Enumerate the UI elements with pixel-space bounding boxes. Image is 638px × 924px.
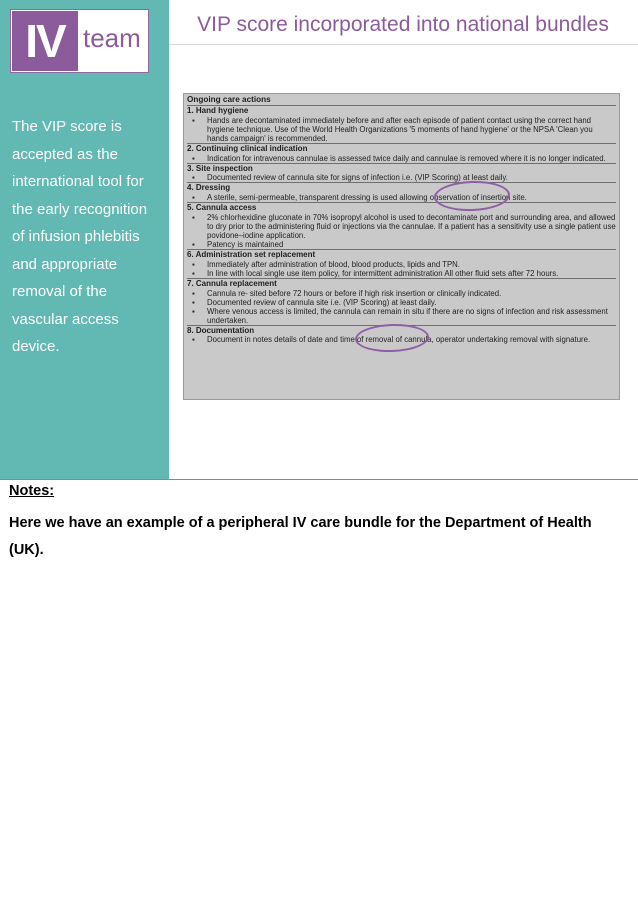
care-bundle-document [183,93,620,400]
care-section-title: 8. Documentation [187,325,255,335]
logo-team-text: team [83,23,141,53]
bullet-icon: ▪ [192,268,195,278]
care-section-title: 2. Continuing clinical indication [187,143,308,153]
care-action-item [187,116,616,143]
care-section [187,105,616,143]
care-action-text: Cannula re- sited before 72 hours or before if high risk insertion or clinically indicated. [207,288,502,298]
care-action-text: Hands are decontaminated immediately before and after each episode of patient contact using the correct hand hygiene technique. Use of the World Health Organizations '5 moments of hand hygiene' or the NPSA 'Clean you hands campaign' is recommended. [207,115,593,143]
care-section-title: 4. Dressing [187,183,231,193]
care-action-text: Where venous access is limited, the cannula can remain in situ if there are no signs of infection and risk assessment undertaken. [207,306,608,325]
slide-title: VIP score incorporated into national bundles [197,13,609,36]
care-action-item [187,173,616,182]
care-action-text: Patency is maintained [207,239,284,249]
care-section [187,249,616,278]
care-action-text: Document in notes details of date and time of removal of cannula, operator undertaking removal with signature. [207,335,591,345]
care-action-item [187,289,616,298]
bullet-icon: ▪ [192,297,195,307]
bullet-icon: ▪ [192,173,195,183]
care-section [187,182,616,202]
care-section-title: 1. Hand hygiene [187,106,249,115]
document-sections [187,105,616,344]
care-action-item [187,240,616,249]
care-action-text: Documented review of cannula site i.e. (VIP Scoring) at least daily. [207,297,437,307]
care-action-text: Immediately after administration of blood, blood products, lipids and TPN. [207,259,460,269]
care-action-text: Indication for intravenous cannulae is assessed twice daily and cannulae is removed where it is no longer indicated. [207,153,606,163]
bullet-icon: ▪ [192,115,195,125]
care-section [187,143,616,163]
title-divider [169,44,638,45]
care-section [187,163,616,183]
care-action-text: Documented review of cannula site for signs of infection i.e. (VIP Scoring) at least daily. [207,173,508,183]
bullet-icon: ▪ [192,259,195,269]
care-action-item [187,193,616,202]
care-action-item [187,307,616,325]
sidebar [0,0,169,479]
care-section-title: 3. Site inspection [187,163,253,173]
care-action-item [187,298,616,307]
care-section-title: 6. Administration set replacement [187,249,316,259]
document-header: Ongoing care actions [187,95,271,104]
bullet-icon: ▪ [192,335,195,345]
logo-iv-mark: IV [12,11,78,71]
care-action-item [187,154,616,163]
bullet-icon: ▪ [192,212,195,222]
bullet-icon: ▪ [192,193,195,203]
care-action-item [187,269,616,278]
bullet-icon: ▪ [192,288,195,298]
care-section [187,202,616,249]
care-action-text: In line with local single use item policy, for intermittent administration All other fluid sets after 72 hours. [207,268,559,278]
care-section-title: 5. Cannula access [187,203,257,213]
care-action-item [187,260,616,269]
care-action-text: A sterile, semi-permeable, transparent dressing is used allowing observation of insertion site. [207,193,527,203]
bullet-icon: ▪ [192,306,195,316]
care-action-item [187,213,616,240]
bullet-icon: ▪ [192,153,195,163]
notes-title: Notes: [9,483,55,499]
iv-team-logo [10,9,149,73]
notes-body: Here we have an example of a peripheral IV care bundle for the Department of Health (UK). [9,515,592,558]
care-section [187,278,616,325]
care-section-title: 7. Cannula replacement [187,278,277,288]
bullet-icon: ▪ [192,239,195,249]
sidebar-text: The VIP score is accepted as the international tool for the early recognition of infusion phlebitis and appropriate removal of the vascular access device. [12,118,148,355]
care-action-text: 2% chlorhexidine gluconate in 70% isopropyl alcohol is used to decontaminate port and surrounding area, and allowed to dry prior to the administering fluid or injections via the cannulae. If a patient has a sensitivity use a single patient use povidone–iodine application. [207,212,616,240]
